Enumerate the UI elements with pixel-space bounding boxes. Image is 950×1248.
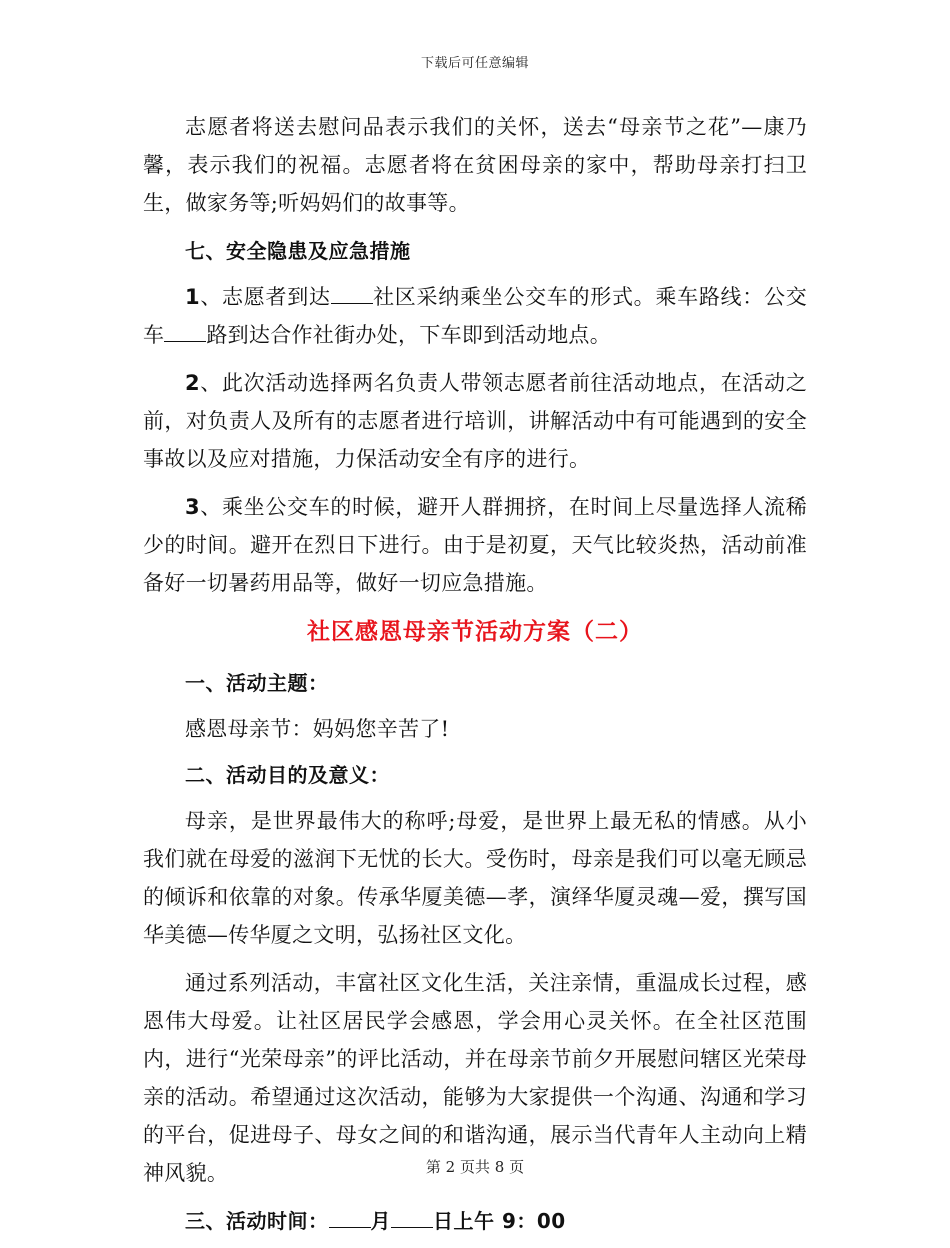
- theme-text: 感恩母亲节：妈妈您辛苦了!: [185, 717, 450, 741]
- purpose-paragraph-2: 通过系列活动，丰富社区文化生活，关注亲情，重温成长过程，感恩伟大母爱。让社区居民学会感恩，学会用心灵关怀。在全社区范围内，进行“光荣母亲”的评比活动，并在母亲节前夕开展慰问辖区光荣母亲的活动。希望通过这次活动，能够为大家提供一个沟通、沟通和学习的平台，促进母子、母女之间的和谐沟通，展示当代青年人主动向上精神风貌。: [143, 971, 807, 1185]
- safety-heading: 七、安全隐患及应急措施: [185, 239, 411, 263]
- safety-item-2: [143, 364, 807, 478]
- item-text: 、乘坐公交车的时候，避开人群拥挤，在时间上尽量选择人流稀少的时间。避开在烈日下进行。由于是初夏，天气比较炎热，活动前准备好一切暑药用品等，做好一切应急措施。: [143, 495, 807, 595]
- theme-heading: 一、活动主题：: [185, 671, 329, 695]
- page-header: 下载后可任意编辑: [420, 56, 529, 71]
- fill-blank: [164, 323, 206, 342]
- item-text: 、志愿者到达: [199, 285, 331, 309]
- time-day: 日上午 9：00: [433, 1209, 566, 1233]
- document-body: [143, 108, 807, 1248]
- fill-blank: [391, 1209, 433, 1228]
- item-number: 3: [185, 495, 200, 519]
- section-title: 社区感恩母亲节活动方案（二）: [307, 619, 643, 645]
- item-text: 、此次活动选择两名负责人带领志愿者前往活动地点，在活动之前，对负责人及所有的志愿者进行培训，讲解活动中有可能遇到的安全事故以及应对措施，力保活动安全有序的进行。: [143, 371, 807, 471]
- item-number: 1: [185, 285, 200, 309]
- item-text: 社区采纳乘坐公交车的形式。乘车路线：公交车: [143, 285, 807, 347]
- time-month: 月: [370, 1209, 391, 1233]
- safety-item-3: [143, 488, 807, 602]
- safety-item-1: [143, 278, 807, 354]
- time-heading: [143, 1202, 807, 1240]
- fill-blank: [329, 1209, 371, 1228]
- intro-paragraph: 志愿者将送去慰问品表示我们的关怀，送去“母亲节之花”—康乃馨，表示我们的祝福。志愿者将在贫困母亲的家中，帮助母亲打扫卫生，做家务等;听妈妈们的故事等。: [143, 115, 807, 215]
- fill-blank: [331, 285, 373, 304]
- page-footer: 第 2 页共 8 页: [425, 1158, 525, 1176]
- item-number: 2: [185, 371, 200, 395]
- purpose-heading: 二、活动目的及意义：: [185, 763, 390, 787]
- time-label: 三、活动时间：: [185, 1209, 329, 1233]
- item-text: 路到达合作社街办处，下车即到活动地点。: [206, 323, 612, 347]
- purpose-paragraph-1: 母亲，是世界最伟大的称呼;母爱，是世界上最无私的情感。从小我们就在母爱的滋润下无忧的长大。受伤时，母亲是我们可以毫无顾忌的倾诉和依靠的对象。传承华厦美德—孝，演绎华厦灵魂—爱，撰写国华美德—传华厦之文明，弘扬社区文化。: [143, 809, 807, 947]
